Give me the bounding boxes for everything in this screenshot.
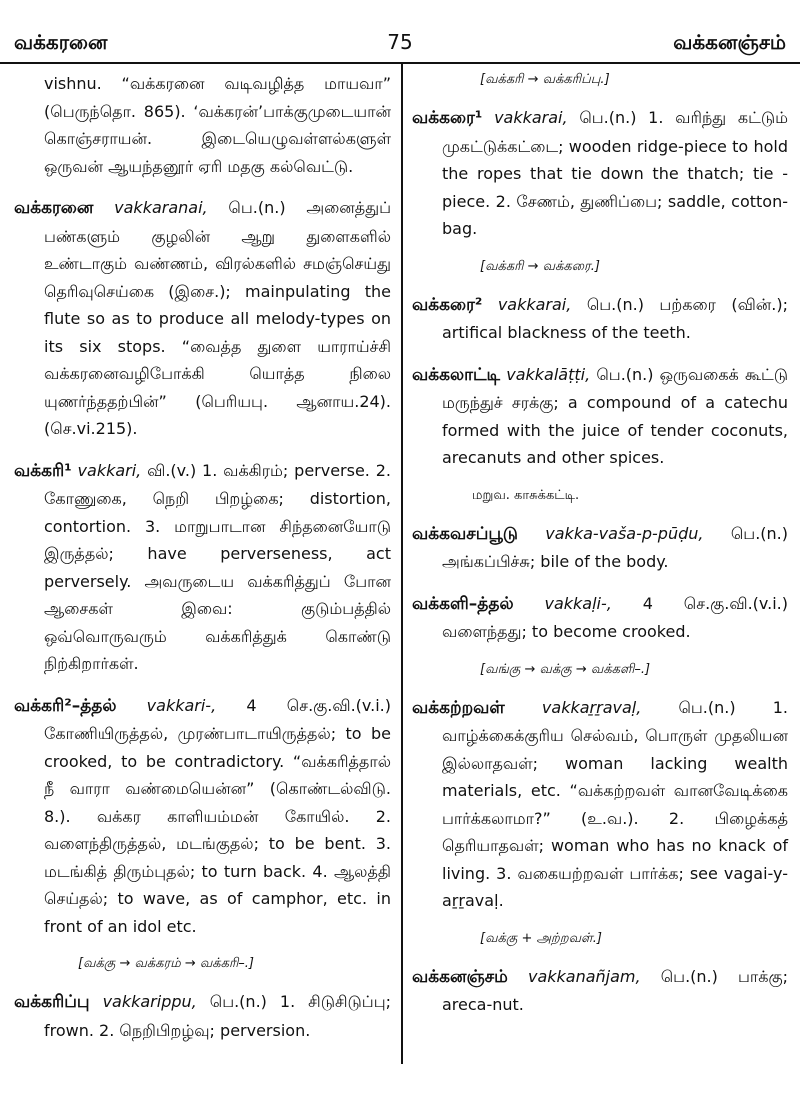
definition: 4 செ.கு.வி.(v.i.) வளைந்தது; to become crooked. (442, 593, 789, 641)
definition: வி.(v.) 1. வக்கிரம்; perverse. 2. கோணுகை, நெறி பிறழ்கை; distortion, contortion. 3. மாறுபாடான சிந்தனையோடு இருத்தல்; have perverseness, act perversely. அவருடைய வக்கரித்துப் போன ஆசைகள் இவை: குடும்பத்தில் ஒவ்வொருவரும் வக்கரித்துக் கொண்டு நிற்கிறார்கள். (44, 460, 391, 673)
dictionary-entry (412, 590, 788, 646)
transliteration: vakkalāṭṭi, (506, 364, 591, 384)
dictionary-entry (14, 194, 391, 443)
transliteration: vakkarai, (494, 108, 568, 127)
headword: வக்கலாட்டி (412, 364, 501, 385)
header-right-guideword: வக்கனஞ்சம் (673, 30, 786, 54)
headword: வக்கரிப்பு (14, 992, 90, 1012)
headword: வக்களி–த்தல் (412, 593, 514, 614)
dictionary-entry (412, 694, 788, 915)
continued-entry: vishnu. “வக்கரனை வடிவழித்த மாயவா” (பெருந்தொ. 865). ‘வக்கரன்’பாக்குமுடையான் கொஞ்சராயன். இடையெழுவள்ளல்களுள் ஒருவன் ஆயந்தனூர் ஏரி மதகு கல்வெட்டு. (44, 74, 391, 176)
headword: வக்கரை² (412, 294, 483, 315)
definition: பெ.(n.) 1. வாழ்க்கைக்குரிய செல்வம், பொருள் முதலியன இல்லாதவள்; woman lacking wealth materials, etc. “வக்கற்றவள் வானவேடிக்கை பார்க்கலாமா?” (உ.வ.). 2. பிழைக்கத் தெரியாதவள்; woman who has no knack of living. 3. வகையற்றவள் பார்க்க; see vagai-y-aṟṟavaḷ. (442, 697, 788, 910)
header-left-guideword: வக்கரனை (14, 30, 108, 54)
etymology-note: [வக்கு → வக்கரம் → வக்கரி–.] (78, 956, 255, 971)
dictionary-entry (412, 291, 788, 347)
dictionary-entry (412, 104, 788, 243)
headword: வக்கனஞ்சம் (412, 966, 508, 987)
dictionary-entry (412, 520, 788, 576)
headword: வக்கவசப்பூடு (412, 523, 518, 544)
left-column (14, 70, 391, 1058)
headword: வக்கரனை (14, 198, 94, 218)
transliteration: vakkarippu, (102, 992, 197, 1011)
dictionary-entry (412, 963, 788, 1019)
transliteration: vakkanañjam, (527, 966, 641, 986)
dictionary-entry (412, 361, 788, 472)
transliteration: vakkarai, (497, 294, 572, 314)
definition: 4 செ.கு.வி.(v.i.) கோணியிருத்தல், முரண்பாடாயிருத்தல்; to be crooked, to be contradictory. “வக்கரித்தால் நீ வாரா வண்மையென்ன” (கொண்டல்விடு. 8.). வக்கர காளியம்மன் கோயில். 2. வளைந்திருத்தல், மடங்குதல்; to be bent. 3. மடங்கித் திரும்புதல்; to turn back. 4. ஆலத்தி செய்தல்; to wave, as of camphor, etc. in front of an idol etc. (44, 695, 391, 936)
transliteration: vakkaranai, (114, 198, 208, 217)
headword: வக்கரி²–த்தல் (14, 695, 117, 716)
page-number: 75 (387, 30, 413, 54)
etymology-note: [வக்கு + அற்றவள்.] (480, 930, 602, 946)
header-rule (0, 62, 800, 64)
dictionary-entry (14, 457, 391, 678)
definition: பெ.(n.) ஒருவகைக் கூட்டு மருந்துச் சரக்கு; a compound of a catechu formed with the juice of tender coconuts, arecanuts and other spices. (442, 364, 788, 467)
definition: பெ.(n.) பாக்கு; areca-nut. (442, 966, 788, 1014)
dictionary-entry (14, 692, 391, 941)
transliteration: vakkari-, (146, 695, 217, 715)
headword: வக்கரை¹ (412, 108, 483, 128)
headword: வக்கரி¹ (14, 460, 72, 481)
headword: வக்கற்றவள் (412, 697, 505, 718)
definition: பெ.(n.) 1. வரிந்து கட்டும் முகட்டுக்கட்டை; wooden ridge-piece to hold the ropes that tie down the thatch; tie -piece. 2. சேணம், துணிப்பை; saddle, cotton-bag. (442, 108, 788, 238)
definition: பெ.(n.) அனைத்துப் பண்களும் குழலின் ஆறு துளைகளில் உண்டாகும் வண்ணம், விரல்களில் சமஞ்செய்து தெரிவுசெய்கை (இசை.); mainpulating the flute so as to produce all melody-types on its six stops. “வைத்த துளை யாராய்ச்சி வக்கரனைவழிபோக்கி யொத்த நிலை யுணர்ந்ததற்பின்” (பெரியபு. ஆனாய.24). (செ.vi.215). (44, 198, 391, 438)
transliteration: vakkaṟṟavaḷ, (541, 697, 642, 717)
etymology-note: [வக்கரி → வக்கரிப்பு.] (480, 72, 610, 87)
etymology-note: [வங்கு → வக்கு → வக்களி–.] (480, 661, 651, 677)
transliteration: vakka-vaša-p-pūḍu, (545, 523, 704, 543)
transliteration: vakkaḷi-, (544, 593, 612, 613)
etymology-note: [வக்கரி → வக்கரை.] (480, 258, 600, 274)
transliteration: vakkari, (77, 460, 142, 480)
synonym-note: மறுவ. காசுக்கட்டி. (472, 487, 580, 503)
page-header (0, 0, 800, 60)
definition: பெ.(n.) பற்கரை (வின்.); artifical blackness of the teeth. (442, 294, 788, 342)
column-divider (401, 64, 403, 1064)
definition: பெ.(n.) 1. சிடுசிடுப்பு; frown. 2. நெறிபிறழ்வு; perversion. (44, 992, 391, 1040)
dictionary-entry (14, 988, 391, 1044)
right-column (412, 70, 788, 1033)
definition: பெ.(n.) அங்கப்பிச்சு; bile of the body. (442, 523, 788, 571)
